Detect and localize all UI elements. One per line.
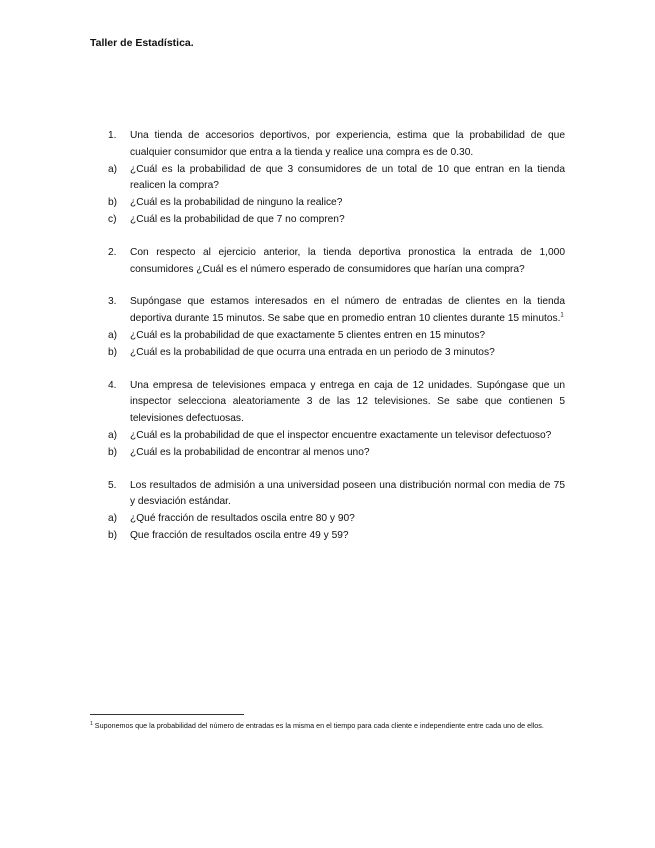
- subitem-label: b): [108, 529, 118, 541]
- subitem: [108, 511, 565, 528]
- subitem-text: ¿Cuál es la probabilidad de que el inspector encuentre exactamente un televisor defectuoso?: [130, 429, 552, 441]
- subitem: [108, 195, 565, 212]
- question-1: [108, 128, 565, 229]
- subitem-label: b): [108, 197, 118, 209]
- question-2: [108, 245, 565, 279]
- question-4: [108, 378, 565, 462]
- subitem-text: ¿Cuál es la probabilidad de ninguno la realice?: [130, 197, 343, 209]
- question-text: Los resultados de admisión a una universidad poseen una distribución normal con media de 75 y desviación estándar.: [130, 479, 565, 508]
- footnote: [90, 719, 565, 733]
- subitem-label: b): [108, 346, 118, 358]
- subitem-text: ¿Cuál es la probabilidad de que 3 consumidores de un total de 10 que entran en la tienda realicen la compra?: [130, 163, 565, 192]
- subitem-label: c): [108, 213, 117, 225]
- question-text: Una tienda de accesorios deportivos, por experiencia, estima que la probabilidad de que cualquier consumidor que entra a la tienda y realice una compra es de 0.30.: [130, 130, 565, 158]
- question-text-wrapper: [130, 294, 565, 328]
- subitem-text: ¿Cuál es la probabilidad de encontrar al menos uno?: [130, 446, 370, 458]
- subitem: [108, 428, 565, 445]
- question-number: 1.: [108, 130, 117, 141]
- question-4-row: [108, 378, 565, 428]
- subitem-text: ¿Cuál es la probabilidad de que exactamente 5 clientes entren en 15 minutos?: [130, 329, 486, 341]
- subitem-label: a): [108, 513, 118, 525]
- subitem-text: ¿Qué fracción de resultados oscila entre 80 y 90?: [130, 513, 355, 525]
- footnote-reference[interactable]: 1: [560, 312, 564, 319]
- subitem: [108, 445, 565, 462]
- subitem: [108, 328, 565, 345]
- question-2-row: [108, 245, 565, 279]
- subitem-label: a): [108, 329, 118, 341]
- subitem-text: ¿Cuál es la probabilidad de que 7 no compren?: [130, 213, 345, 225]
- question-number: 3.: [108, 296, 117, 308]
- question-number: 2.: [108, 246, 117, 258]
- question-number: 5.: [108, 479, 117, 491]
- question-5: [108, 478, 565, 545]
- footnote-marker: 1: [90, 720, 93, 727]
- footnote-divider: [90, 714, 244, 715]
- question-number: 4.: [108, 379, 117, 391]
- question-3: [108, 294, 565, 361]
- question-list: [108, 128, 565, 561]
- subitem-label: a): [108, 429, 118, 441]
- question-3-row: [108, 294, 565, 328]
- question-5-row: [108, 478, 565, 512]
- subitem-text: Que fracción de resultados oscila entre 49 y 59?: [130, 529, 349, 541]
- question-text: Supóngase que estamos interesados en el número de entradas de clientes en la tienda deportiva durante 15 minutos. Se sabe que en promedio entran 10 clientes durante 15 minutos.: [130, 296, 565, 325]
- question-text: Con respecto al ejercicio anterior, la tienda deportiva pronostica la entrada de 1,000 consumidores ¿Cuál es el número esperado de consumidores que harían una compra?: [130, 246, 565, 275]
- question-text: Una empresa de televisiones empaca y entrega en caja de 12 unidades. Supóngase que un inspector selecciona aleatoriamente 3 de las 12 televisiones. Se sabe que contienen 5 televisiones defectuosas.: [130, 379, 565, 425]
- subitem-label: a): [108, 163, 118, 175]
- footnote-text: Suponemos que la probabilidad del número de entradas es la misma en el tiempo para cada cliente e independiente entre cada uno de ellos.: [94, 721, 544, 730]
- subitem: [108, 162, 565, 196]
- subitem-text: ¿Cuál es la probabilidad de que ocurra una entrada en un periodo de 3 minutos?: [130, 346, 495, 358]
- subitem-label: b): [108, 446, 118, 458]
- subitem: [108, 528, 565, 545]
- subitem: [108, 212, 565, 229]
- page-title: Taller de Estadística.: [90, 37, 194, 49]
- question-1-row: [108, 128, 565, 162]
- subitem: [108, 345, 565, 362]
